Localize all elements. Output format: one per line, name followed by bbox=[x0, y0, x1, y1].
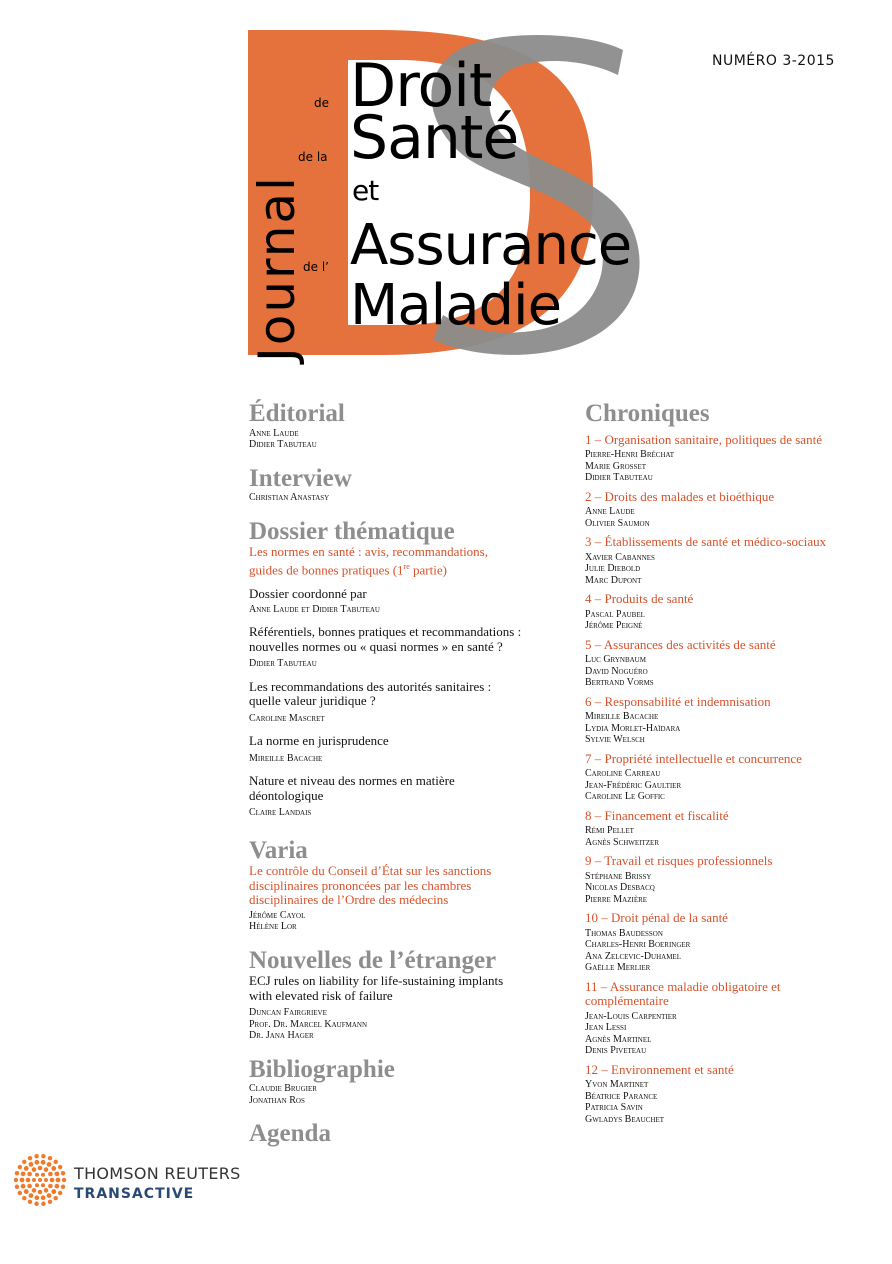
author: Béatrice Parance bbox=[585, 1090, 658, 1102]
logo-dot bbox=[20, 1178, 25, 1183]
logo-dot bbox=[18, 1165, 22, 1169]
author: Bertrand Vorms bbox=[585, 677, 654, 688]
chronique-item bbox=[585, 980, 885, 1057]
logo-dot bbox=[47, 1193, 52, 1198]
logo-line-2: TRANSACTIVE bbox=[74, 1186, 195, 1202]
chronique-item bbox=[585, 695, 885, 746]
logo-dot bbox=[48, 1184, 53, 1189]
right-column bbox=[585, 400, 885, 1125]
chronique-authors bbox=[585, 1079, 885, 1125]
logo-dot bbox=[21, 1184, 26, 1189]
author: Charles-Henri Boeringer bbox=[585, 939, 691, 950]
chronique-title: 10 – Droit pénal de la santé bbox=[585, 910, 728, 925]
section-interview-title: Interview bbox=[249, 464, 352, 492]
author: Jérôme Peigné bbox=[585, 620, 643, 631]
masthead-de: de bbox=[314, 96, 329, 110]
author: Caroline Le Goffic bbox=[585, 791, 665, 802]
logo-dot bbox=[29, 1193, 34, 1198]
logo-dot bbox=[41, 1183, 45, 1187]
section-editorial-title: Éditorial bbox=[249, 400, 345, 427]
author: Thomas Baudesson bbox=[585, 927, 663, 939]
author: Mireille Bacache bbox=[585, 711, 659, 722]
logo-dot bbox=[54, 1160, 58, 1164]
author: Caroline Carreau bbox=[585, 768, 661, 779]
chroniques-list bbox=[585, 433, 885, 1126]
logo-dot bbox=[29, 1162, 34, 1167]
author: Ana Zelcevic-Duhamel bbox=[585, 950, 681, 962]
masthead-maladie: Maladie bbox=[350, 273, 562, 338]
logo-dot bbox=[47, 1162, 52, 1167]
chronique-item bbox=[585, 809, 885, 849]
chronique-item bbox=[585, 752, 885, 803]
issue-number: NUMÉRO 3-2015 bbox=[712, 53, 835, 69]
logo-dot bbox=[61, 1171, 65, 1175]
logo-dot bbox=[27, 1172, 32, 1177]
chronique-item bbox=[585, 592, 885, 632]
logo-dot bbox=[27, 1184, 32, 1189]
varia-authors: Jérôme Cayol Hélène Lor bbox=[249, 909, 306, 933]
dossier-article: Référentiels, bonnes pratiques et recommandations : nouvelles normes ou « quasi normes » en santé ? Didier Tabuteau bbox=[249, 624, 522, 670]
author: Gaëlle Merlier bbox=[585, 962, 651, 973]
logo-dot bbox=[34, 1202, 38, 1206]
author: Didier Tabuteau bbox=[585, 472, 653, 483]
dossier-subtitle: Les normes en santé : avis, recommandations, guides de bonnes pratiques (1re partie) bbox=[249, 544, 488, 577]
section-foreign-title: Nouvelles de l’étranger bbox=[249, 946, 497, 974]
chronique-authors bbox=[585, 768, 885, 803]
editorial-authors bbox=[249, 428, 549, 451]
section-chroniques-title: Chroniques bbox=[585, 400, 710, 427]
logo-dot bbox=[44, 1188, 49, 1193]
logo-dot bbox=[51, 1189, 56, 1194]
journal-vertical-title: Journal bbox=[248, 175, 306, 362]
left-column bbox=[249, 400, 549, 1148]
author: Patricia Savin bbox=[585, 1102, 643, 1113]
logo-dot bbox=[61, 1185, 65, 1189]
chronique-item bbox=[585, 638, 885, 689]
logo-dot bbox=[15, 1171, 19, 1175]
masthead-de-la: de la bbox=[298, 150, 328, 164]
logo-dot bbox=[26, 1178, 31, 1183]
masthead-sante: Santé bbox=[350, 103, 519, 173]
logo-dot bbox=[41, 1195, 46, 1200]
logo-dot bbox=[28, 1156, 32, 1160]
dossier-article: La norme en jurisprudence Mireille Bacache bbox=[249, 733, 389, 764]
logo-dot bbox=[15, 1185, 19, 1189]
chronique-title: 5 – Assurances des activités de santé bbox=[585, 636, 776, 652]
logo-dot bbox=[38, 1166, 43, 1171]
logo-dot bbox=[35, 1183, 39, 1187]
masthead-assurance: Assurance bbox=[350, 213, 632, 278]
logo-dot bbox=[44, 1167, 49, 1172]
chronique-authors bbox=[585, 928, 885, 974]
chronique-authors bbox=[585, 609, 885, 632]
varia-subtitle: Le contrôle du Conseil d’État sur les sanctions disciplinaires prononcées par les chambres disciplinaires de l’Ordre des médecins bbox=[249, 863, 492, 908]
author: Marc Dupont bbox=[585, 574, 642, 586]
author: Agnès Martinel bbox=[585, 1033, 652, 1045]
logo-dot bbox=[41, 1173, 45, 1177]
logo-dot bbox=[18, 1191, 22, 1195]
logo-dot bbox=[34, 1195, 39, 1200]
chronique-title: 9 – Travail et risques professionnels bbox=[585, 853, 773, 868]
chronique-authors bbox=[585, 449, 885, 484]
logo-dot bbox=[41, 1154, 45, 1158]
logo-dot bbox=[22, 1196, 26, 1200]
chronique-item bbox=[585, 535, 885, 586]
dossier-article: Dossier coordonné par Anne Laude et Didier Tabuteau bbox=[249, 586, 380, 615]
chronique-title-cont: complémentaire bbox=[585, 993, 669, 1008]
author: Olivier Saumon bbox=[585, 517, 650, 529]
logo-dot bbox=[21, 1171, 26, 1176]
chronique-item bbox=[585, 1063, 885, 1126]
chronique-title: 1 – Organisation sanitaire, politiques de santé bbox=[585, 431, 822, 447]
author: Stéphane Brissy bbox=[585, 870, 652, 882]
author: Jean-Louis Carpentier bbox=[585, 1010, 677, 1022]
chronique-authors bbox=[585, 506, 885, 529]
logo-dot bbox=[62, 1178, 66, 1182]
dossier-article: Nature et niveau des normes en matière déontologique Claire Landais bbox=[249, 773, 455, 819]
author: Pierre-Henri Bréchat bbox=[585, 449, 675, 460]
author: Jean-Frédéric Gaultier bbox=[585, 779, 682, 791]
logo-dot bbox=[54, 1196, 58, 1200]
logo-dot bbox=[48, 1172, 53, 1177]
logo-dot bbox=[32, 1167, 37, 1172]
author: Rémi Pellet bbox=[585, 825, 634, 836]
interview-authors bbox=[249, 492, 549, 504]
chronique-title: 8 – Financement et fiscalité bbox=[585, 807, 729, 823]
thomson-reuters-logo bbox=[12, 1150, 242, 1210]
author: Anne Laude bbox=[249, 427, 299, 439]
logo-dot bbox=[50, 1178, 55, 1183]
logo-dot bbox=[14, 1178, 18, 1182]
chronique-item bbox=[585, 433, 885, 484]
logo-dot bbox=[24, 1166, 29, 1171]
author: Pascal Paubel bbox=[585, 608, 645, 620]
chronique-authors bbox=[585, 654, 885, 689]
masthead-et: et bbox=[352, 174, 379, 207]
logo-dot bbox=[41, 1160, 46, 1165]
foreign-authors: Duncan Fairgrieve Prof. Dr. Marcel Kaufmann Dr. Jana Hager bbox=[249, 1007, 368, 1042]
logo-dot bbox=[58, 1165, 62, 1169]
author: Luc Grynbaum bbox=[585, 654, 646, 665]
section-agenda-title: Agenda bbox=[249, 1120, 331, 1148]
masthead-droit: Droit bbox=[350, 51, 492, 121]
author: Jean Lessi bbox=[585, 1022, 627, 1033]
masthead-de-l: de l’ bbox=[303, 260, 329, 274]
reuters-dots-icon bbox=[12, 1152, 68, 1208]
logo-dot bbox=[22, 1160, 26, 1164]
logo-dot bbox=[38, 1178, 42, 1182]
author: Marie Grosset bbox=[585, 460, 647, 472]
logo-dot bbox=[56, 1178, 61, 1183]
chronique-title: 2 – Droits des malades et bioéthique bbox=[585, 488, 775, 504]
chronique-title: 4 – Produits de santé bbox=[585, 591, 694, 606]
author: Xavier Cabannes bbox=[585, 551, 655, 563]
author: Anne Laude bbox=[585, 506, 635, 517]
author: Christian Anastasy bbox=[249, 492, 330, 503]
author: Nicolas Desbacq bbox=[585, 882, 655, 893]
chronique-authors bbox=[585, 825, 885, 848]
section-dossier-title: Dossier thématique bbox=[249, 517, 455, 545]
author: Didier Tabuteau bbox=[249, 439, 317, 450]
dossier-article: Les recommandations des autorités sanitaires : quelle valeur juridique ? Caroline Mascret bbox=[249, 678, 492, 724]
author: Yvon Martinet bbox=[585, 1079, 649, 1090]
logo-dot bbox=[32, 1178, 36, 1182]
logo-dot bbox=[44, 1178, 48, 1182]
logo-dot bbox=[48, 1200, 52, 1204]
chronique-title: 12 – Environnement et santé bbox=[585, 1061, 734, 1077]
logo-dot bbox=[58, 1191, 62, 1195]
author: Pierre Mazière bbox=[585, 893, 648, 905]
chronique-authors bbox=[585, 871, 885, 906]
logo-dot bbox=[34, 1160, 39, 1165]
author: Julie Diebold bbox=[585, 563, 641, 574]
chronique-title: 3 – Établissements de santé et médico-sociaux bbox=[585, 534, 827, 549]
logo-line-1: THOMSON REUTERS bbox=[74, 1164, 241, 1183]
section-bibliographie-title: Bibliographie bbox=[249, 1055, 395, 1083]
chronique-item bbox=[585, 854, 885, 905]
chronique-authors bbox=[585, 1011, 885, 1057]
author: David Noguéro bbox=[585, 665, 648, 677]
author: Agnès Schweitzer bbox=[585, 836, 659, 848]
logo-dot bbox=[38, 1190, 43, 1195]
chronique-authors bbox=[585, 552, 885, 587]
logo-dot bbox=[24, 1189, 29, 1194]
chronique-title: 6 – Responsabilité et indemnisation bbox=[585, 693, 771, 709]
logo-dot bbox=[34, 1154, 38, 1158]
journal-masthead bbox=[248, 30, 648, 362]
chronique-item bbox=[585, 911, 885, 974]
logo-dot bbox=[55, 1184, 60, 1189]
chronique-item bbox=[585, 490, 885, 530]
chronique-title: 11 – Assurance maladie obligatoire et bbox=[585, 978, 781, 994]
logo-dot bbox=[55, 1171, 60, 1176]
logo-dot bbox=[35, 1173, 39, 1177]
logo-dot bbox=[32, 1188, 37, 1193]
bibliographie-authors: Claudie Brugier Jonathan Ros bbox=[249, 1083, 317, 1106]
author: Gwladys Beauchet bbox=[585, 1113, 664, 1125]
section-varia-title: Varia bbox=[249, 836, 308, 864]
logo-dot bbox=[48, 1156, 52, 1160]
foreign-subtitle: ECJ rules on liability for life-sustaining implants with elevated risk of failure bbox=[249, 973, 504, 1003]
author: Lydia Morlet-Haïdara bbox=[585, 722, 681, 734]
author: Denis Piveteau bbox=[585, 1045, 647, 1056]
logo-dot bbox=[41, 1202, 45, 1206]
logo-dot bbox=[51, 1166, 56, 1171]
logo-dot bbox=[28, 1200, 32, 1204]
author: Sylvie Welsch bbox=[585, 734, 645, 745]
chronique-title: 7 – Propriété intellectuelle et concurrence bbox=[585, 750, 802, 766]
chronique-authors bbox=[585, 711, 885, 746]
